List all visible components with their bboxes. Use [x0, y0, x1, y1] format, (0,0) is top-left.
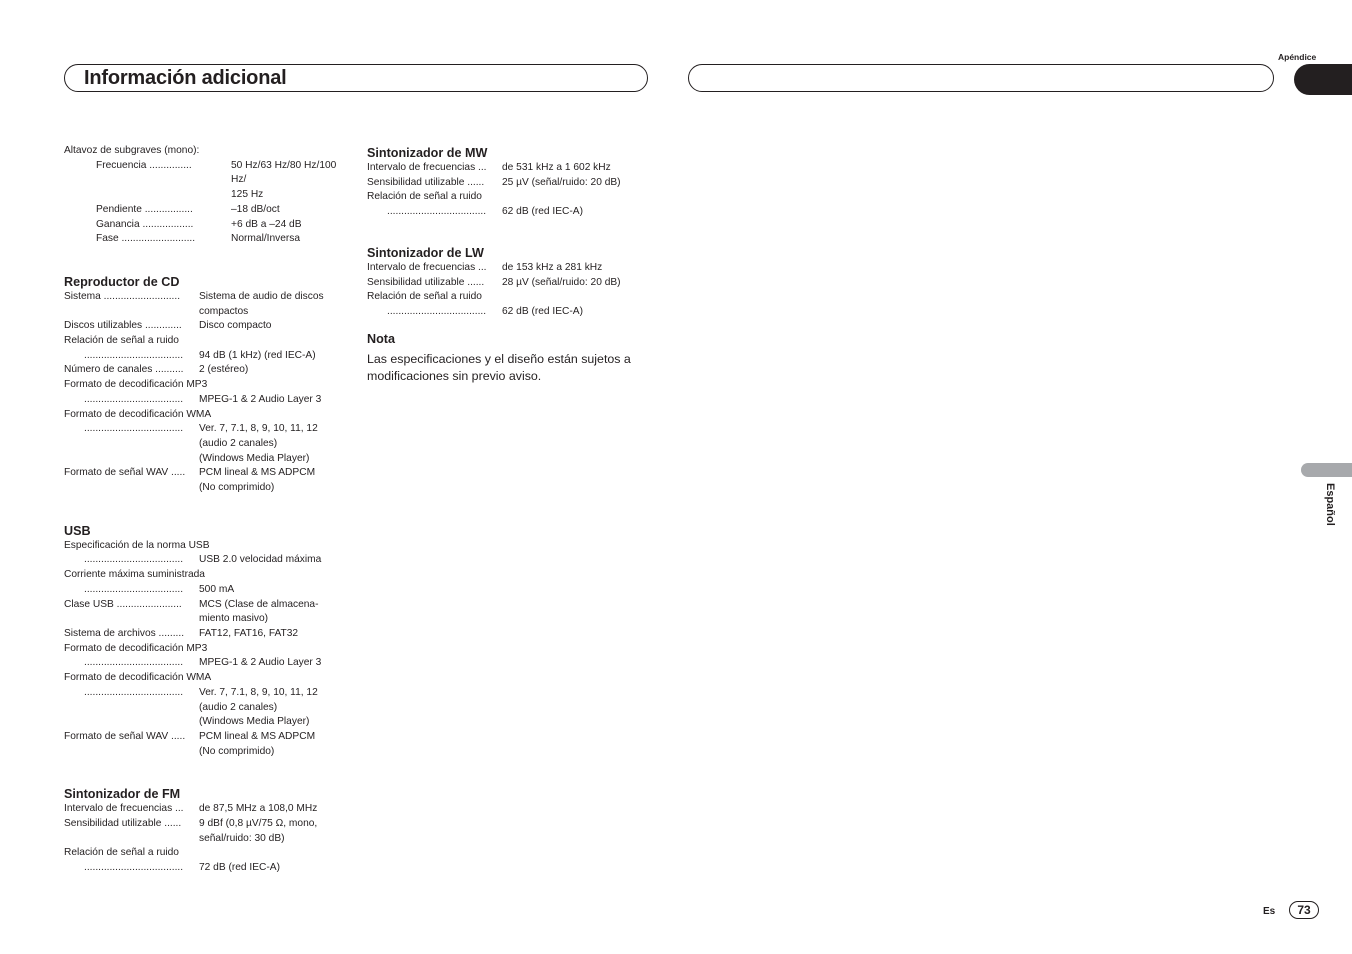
spec-row-slope: Pendiente ................. –18 dB/oct: [96, 203, 280, 215]
spec-row-usb-spec: ................................... USB 2.0 velocidad máxima: [84, 554, 322, 566]
spec-row-mw-sensitivity: Sensibilidad utilizable ...... 25 µV (señal/ruido: 20 dB): [367, 176, 621, 188]
subwoofer-intro: Altavoz de subgraves (mono):: [64, 145, 200, 156]
section-heading-mw: Sintonizador de MW: [367, 146, 488, 160]
page-number: 73: [1289, 901, 1319, 919]
spec-label-cd-mp3: Formato de decodificación MP3: [64, 379, 208, 391]
spec-row-cd-snr: ................................... 94 dB (1 kHz) (red IEC-A): [84, 349, 316, 361]
section-tab: [1294, 64, 1352, 95]
spec-row-usb-class: Clase USB ....................... MCS (Clase de almacena- miento masivo): [64, 598, 319, 625]
section-label: Apéndice: [1278, 52, 1317, 62]
spec-row-cd-channels: Número de canales .......... 2 (estéreo): [64, 364, 249, 376]
spec-row-cd-wav: Formato de señal WAV ..... PCM lineal & MS ADPCM (No comprimido): [64, 467, 316, 494]
section-heading-note: Nota: [367, 331, 395, 346]
spec-row-fm-sensitivity: Sensibilidad utilizable ...... 9 dBf (0,8 µV/75 Ω, mono, señal/ruido: 30 dB): [64, 818, 318, 844]
spec-row-fm-range: Intervalo de frecuencias ... de 87,5 MHz a 108,0 MHz: [64, 803, 318, 815]
section-heading-lw: Sintonizador de LW: [367, 245, 484, 260]
spec-row-cd-wma: ................................... Ver. 7, 7.1, 8, 9, 10, 11, 12 (audio 2 canales) (Windows Media Player): [84, 423, 318, 464]
language-tab-marker: [1301, 463, 1352, 477]
spec-row-lw-range: Intervalo de frecuencias ... de 153 kHz a 281 kHz: [367, 261, 603, 273]
language-tab-label: Español: [1324, 483, 1336, 526]
section-heading-fm: Sintonizador de FM: [64, 787, 181, 802]
spec-row-frequency: Frecuencia ............... 50 Hz/63 Hz/80 Hz/100 Hz/ 125 Hz: [96, 159, 337, 201]
spec-row-mw-range: Intervalo de frecuencias ... de 531 kHz a 1 602 kHz: [367, 162, 611, 173]
spec-label-usb-wma: Formato de decodificación WMA: [64, 672, 212, 684]
spec-row-usb-current: ................................... 500 mA: [84, 583, 235, 595]
footer-language-code: Es: [1263, 906, 1276, 917]
spec-label-lw-snr: Relación de señal a ruido: [367, 291, 482, 303]
spec-label-cd-snr: Relación de señal a ruido: [64, 335, 179, 347]
spec-row-usb-wav: Formato de señal WAV ..... PCM lineal & MS ADPCM (No comprimido): [64, 730, 316, 757]
spec-row-mw-snr: ................................... 62 dB (red IEC-A): [387, 206, 583, 218]
spec-label-mw-snr: Relación de señal a ruido: [367, 191, 482, 203]
note-text: Las especificaciones y el diseño están sujetos a modificaciones sin previo aviso.: [367, 351, 631, 383]
spec-row-lw-snr: ................................... 62 dB (red IEC-A): [387, 305, 583, 317]
spec-row-lw-sensitivity: Sensibilidad utilizable ...... 28 µV (señal/ruido: 20 dB): [367, 276, 621, 288]
spec-row-phase: Fase .......................... Normal/Inversa: [96, 233, 301, 245]
left-column: [64, 144, 339, 876]
spec-label-usb-current: Corriente máxima suministrada: [64, 569, 205, 581]
right-header-bar: [688, 64, 1274, 92]
spec-row-fm-snr: ................................... 72 dB (red IEC-A): [84, 862, 280, 874]
spec-row-cd-system: Sistema ........................... Sistema de audio de discos compactos: [64, 290, 324, 317]
spec-row-gain: Ganancia .................. +6 dB a –24 dB: [96, 218, 302, 230]
spec-row-cd-discs: Discos utilizables ............. Disco compacto: [64, 320, 272, 332]
page-title: Información adicional: [84, 67, 287, 89]
spec-row-usb-filesystem: Sistema de archivos ......... FAT12, FAT16, FAT32: [64, 627, 299, 639]
section-heading-usb: USB: [64, 523, 91, 538]
spec-row-usb-wma: ................................... Ver. 7, 7.1, 8, 9, 10, 11, 12 (audio 2 canales) (Windows Media Player): [84, 686, 318, 728]
spec-label-fm-snr: Relación de señal a ruido: [64, 847, 179, 859]
spec-row-usb-mp3: ................................... MPEG-1 & 2 Audio Layer 3: [84, 657, 322, 669]
spec-label-cd-wma: Formato de decodificación WMA: [64, 408, 212, 420]
spec-row-cd-mp3: ................................... MPEG-1 & 2 Audio Layer 3: [84, 393, 322, 405]
middle-column: [367, 144, 657, 385]
spec-label-usb-spec: Especificación de la norma USB: [64, 539, 210, 551]
section-heading-cd: Reproductor de CD: [64, 274, 180, 289]
spec-label-usb-mp3: Formato de decodificación MP3: [64, 642, 208, 654]
